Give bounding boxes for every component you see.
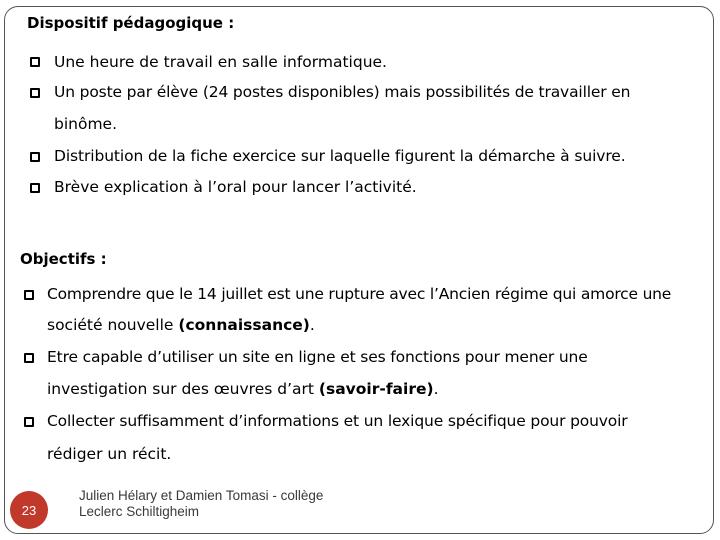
objectifs-item-3: Collecter suffisamment d’informations et un lexique spécifique pour pouvoir — [47, 412, 628, 430]
dispositif-item-2-continued: binôme. — [54, 115, 118, 133]
objectifs-heading: Objectifs : — [20, 250, 107, 268]
bullet-square-icon — [24, 417, 34, 427]
dispositif-item-4: Brève explication à l’oral pour lancer l’activité. — [54, 178, 417, 196]
dispositif-item-1: Une heure de travail en salle informatique. — [54, 53, 387, 71]
footer-credit-line-2: Leclerc Schiltigheim — [79, 504, 200, 519]
objectifs-item-1-continued: société nouvelle (connaissance). — [47, 316, 315, 334]
bullet-square-icon — [30, 88, 40, 98]
objectifs-item-1: Comprendre que le 14 juillet est une rupture avec l’Ancien régime qui amorce une — [47, 285, 672, 303]
bullet-square-icon — [30, 152, 40, 162]
objectifs-item-2-continued: investigation sur des œuvres d’art (savoir-faire). — [47, 380, 439, 398]
objectifs-item-3-continued: rédiger un récit. — [47, 445, 172, 463]
bullet-square-icon — [30, 57, 40, 67]
dispositif-item-3: Distribution de la fiche exercice sur laquelle figurent la démarche à suivre. — [54, 147, 626, 165]
objectifs-item-2: Etre capable d’utiliser un site en ligne et ses fonctions pour mener une — [47, 348, 588, 366]
footer-credit-line-1: Julien Hélary et Damien Tomasi - collège — [79, 488, 324, 503]
bullet-square-icon — [30, 183, 40, 193]
dispositif-item-2: Un poste par élève (24 postes disponibles) mais possibilités de travailler en — [54, 83, 631, 101]
bullet-square-icon — [24, 353, 34, 363]
footer-credit — [79, 488, 323, 520]
dispositif-heading: Dispositif pédagogique : — [27, 14, 235, 32]
bullet-square-icon — [24, 290, 34, 300]
page-number-badge: 23 — [10, 491, 48, 529]
